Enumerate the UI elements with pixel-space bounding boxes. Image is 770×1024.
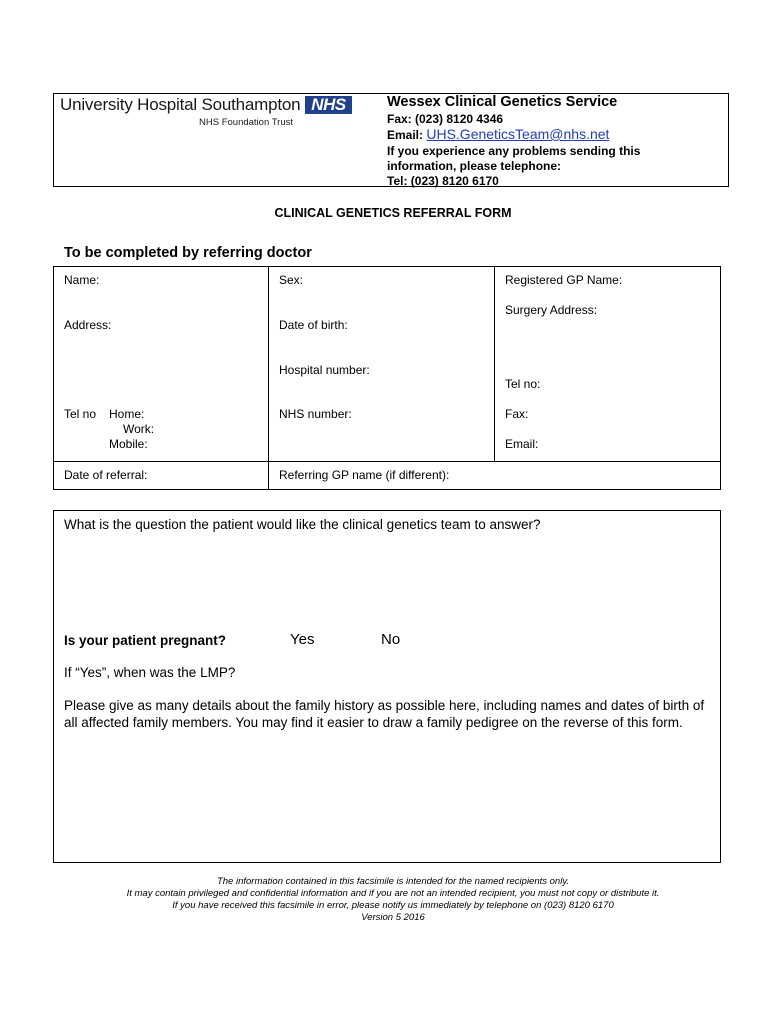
gp-tel-field[interactable]: Tel no: [505,377,541,391]
email-line [387,126,609,142]
question-box [53,510,721,863]
family-history-field[interactable]: Please give as many details about the family history as possible here, including names and dates of birth of all affected family members. You may find it easier to draw a family pedigree on the reverse of this form. [64,698,705,730]
pregnant-no-option[interactable]: No [381,631,401,648]
email-label: Email: [387,128,424,142]
hospital-name: University Hospital Southampton [60,95,301,114]
pregnant-yes-option[interactable]: Yes [290,631,315,648]
nhs-number-field[interactable]: NHS number: [279,407,352,421]
table-divider [268,266,269,490]
patient-details-table [53,266,721,490]
surgery-address-field[interactable]: Surgery Address: [505,303,598,317]
trust-name: NHS Foundation Trust [199,117,293,128]
gp-name-field[interactable]: Registered GP Name: [505,273,623,287]
telephone-number: Tel: (023) 8120 6170 [387,174,499,188]
name-field[interactable]: Name: [64,273,100,287]
referring-gp-field[interactable]: Referring GP name (if different): [279,468,450,482]
fax-number: Fax: (023) 8120 4346 [387,112,504,126]
problems-line-1: If you experience any problems sending this [387,144,641,158]
mobile-phone-field[interactable]: Mobile: [109,437,148,451]
tel-label: Tel no [64,407,97,421]
dob-field[interactable]: Date of birth: [279,318,348,332]
sex-field[interactable]: Sex: [279,273,304,287]
problems-line-2: information, please telephone: [387,159,562,173]
work-phone-field[interactable]: Work: [123,422,155,436]
email-link[interactable]: UHS.GeneticsTeam@nhs.net [426,126,610,142]
form-title: CLINICAL GENETICS REFERRAL FORM [274,206,512,220]
hospital-number-field[interactable]: Hospital number: [279,363,370,377]
section-heading: To be completed by referring doctor [64,245,312,261]
date-of-referral-field[interactable]: Date of referral: [64,468,148,482]
service-title: Wessex Clinical Genetics Service [387,94,618,110]
question-prompt[interactable]: What is the question the patient would like the clinical genetics team to answer? [64,517,541,532]
footer-line-2: It may contain privileged and confidential information and if you are not an intended recipient, you must not copy or distribute it. [126,888,660,899]
gp-email-field[interactable]: Email: [505,437,539,451]
home-phone-field[interactable]: Home: [109,407,145,421]
table-divider [494,266,495,462]
pregnant-label: Is your patient pregnant? [64,633,227,648]
footer-line-3: If you have received this facsimile in error, please notify us immediately by telephone on (023) 8120 6170 [172,900,614,911]
gp-fax-field[interactable]: Fax: [505,407,529,421]
table-divider [53,461,721,462]
version-label: Version 5 2016 [361,912,425,923]
lmp-field[interactable]: If “Yes”, when was the LMP? [64,665,236,680]
address-field[interactable]: Address: [64,318,112,332]
footer-line-1: The information contained in this facsimile is intended for the named recipients only. [216,876,570,887]
nhs-logo: NHS [305,96,352,114]
